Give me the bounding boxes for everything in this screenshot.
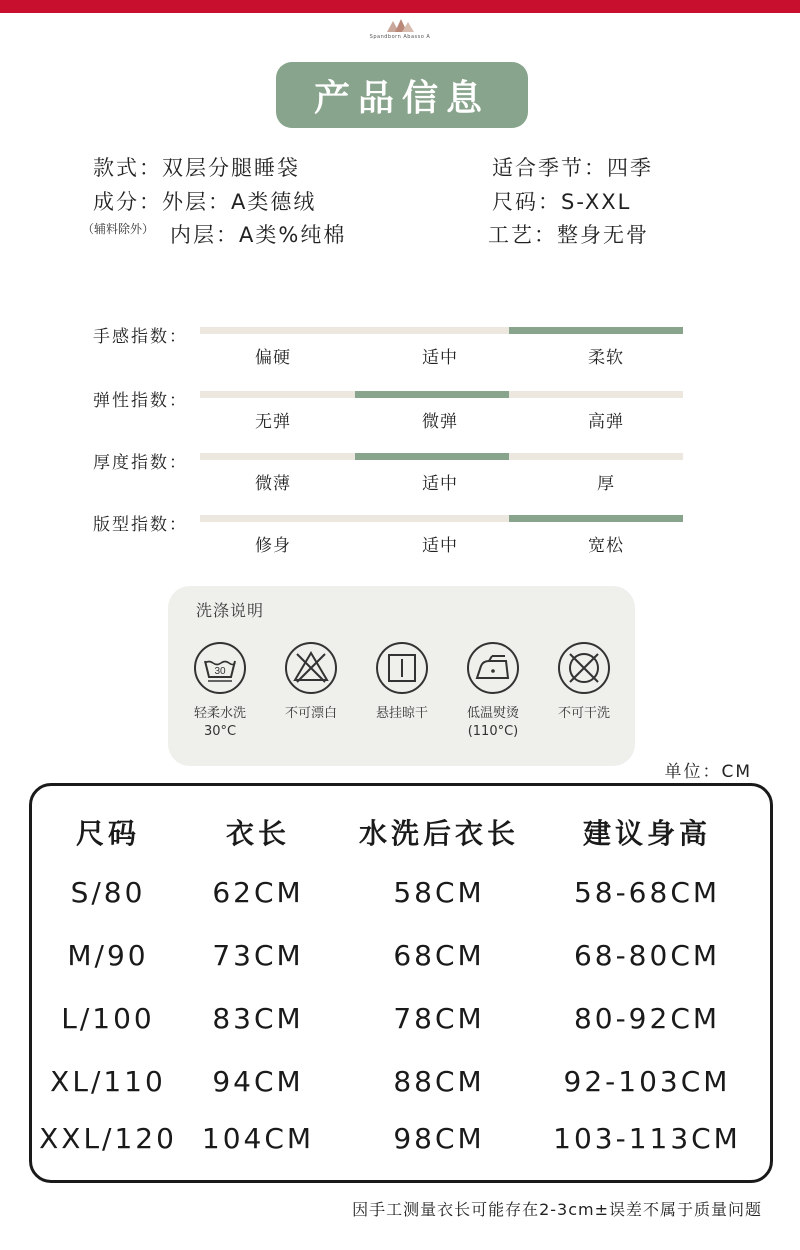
table-cell: XXL/120 (39, 1122, 177, 1155)
page-title-text: 产品信息 (313, 77, 490, 119)
care-instructions-panel (168, 586, 635, 766)
info-composition-note: （辅料除外） (82, 222, 155, 236)
care-sub-wash: 30°C (203, 724, 237, 740)
care-item-hang-dry (362, 640, 442, 723)
table-cell: 73CM (212, 939, 304, 972)
care-label-wash: 轻柔水洗 (193, 706, 246, 721)
page-title (276, 62, 528, 128)
header-length: 衣长 (225, 817, 290, 850)
index-option: 偏硬 (255, 348, 291, 368)
info-inner: 内层：A类%纯棉 (170, 223, 347, 247)
table-cell: S/80 (70, 876, 146, 909)
brand-logo (360, 18, 440, 46)
index-selected-segment (509, 515, 683, 522)
hang-dry-icon (374, 640, 430, 696)
index-selected-segment (355, 391, 509, 398)
index-label: 手感指数： (93, 327, 188, 347)
table-cell: 104CM (201, 1122, 315, 1155)
table-cell: 68-80CM (573, 939, 721, 972)
info-season: 适合季节：四季 (492, 156, 653, 180)
index-track (200, 515, 683, 522)
index-option: 无弹 (255, 412, 291, 432)
info-composition: 成分：外层：A类德绒 (93, 190, 317, 214)
measurement-note: 因手工测量衣长可能存在2-3cm±误差不属于质量问题 (352, 1200, 762, 1219)
index-option: 宽松 (588, 536, 624, 556)
index-track (200, 391, 683, 398)
table-cell: 83CM (212, 1002, 304, 1035)
table-cell: 92-103CM (563, 1065, 731, 1098)
index-option: 适中 (422, 474, 458, 494)
header-height: 建议身高 (582, 817, 711, 850)
index-option: 微薄 (255, 474, 291, 494)
care-sub-low-iron: (110°C) (467, 724, 519, 740)
index-track (200, 327, 683, 334)
info-craft: 工艺：整身无骨 (488, 223, 649, 247)
table-cell: 78CM (393, 1002, 485, 1035)
care-label-hang-dry: 悬挂晾干 (375, 706, 428, 721)
wash-temp-text: 30 (214, 666, 226, 677)
table-cell: 103-113CM (553, 1122, 741, 1155)
index-option: 适中 (422, 536, 458, 556)
table-cell: 58CM (393, 876, 485, 909)
index-label: 版型指数： (93, 515, 188, 535)
index-option: 修身 (255, 536, 291, 556)
index-track (200, 453, 683, 460)
table-cell: M/90 (67, 939, 149, 972)
care-label-low-iron: 低温熨烫 (466, 706, 519, 721)
info-style: 款式：双层分腿睡袋 (93, 156, 300, 180)
table-cell: 80-92CM (573, 1002, 721, 1035)
index-label: 厚度指数： (93, 453, 188, 473)
top-red-bar (0, 0, 800, 13)
care-item-no-dry-clean (544, 640, 624, 723)
table-cell: 94CM (212, 1065, 304, 1098)
wash-30-icon (192, 640, 248, 696)
care-label-no-dry-clean: 不可干洗 (557, 706, 610, 721)
care-label-no-bleach: 不可漂白 (284, 706, 337, 721)
care-item-low-iron (453, 640, 533, 741)
index-label: 弹性指数： (93, 391, 188, 411)
table-cell: XL/110 (50, 1065, 166, 1098)
index-option: 微弹 (422, 412, 458, 432)
index-option: 厚 (597, 474, 615, 494)
table-cell: 58-68CM (573, 876, 721, 909)
table-cell: 68CM (393, 939, 485, 972)
header-size: 尺码 (75, 817, 140, 850)
logo-text: Spandborn Abasso A (369, 34, 431, 40)
mountain-logo-icon (385, 18, 415, 32)
unit-label: 单位：CM (664, 762, 752, 782)
table-cell: 88CM (393, 1065, 485, 1098)
care-item-wash (180, 640, 260, 741)
info-size: 尺码：S-XXL (492, 190, 632, 214)
index-option: 高弹 (588, 412, 624, 432)
care-title: 洗涤说明 (196, 601, 265, 620)
no-bleach-icon (283, 640, 339, 696)
index-option: 柔软 (588, 348, 624, 368)
table-cell: L/100 (61, 1002, 155, 1035)
index-selected-segment (509, 327, 683, 334)
care-item-no-bleach (271, 640, 351, 723)
low-iron-icon (465, 640, 521, 696)
size-table (29, 783, 773, 1183)
header-washed-length: 水洗后衣长 (358, 817, 519, 850)
table-cell: 62CM (212, 876, 304, 909)
index-option: 适中 (422, 348, 458, 368)
table-cell: 98CM (393, 1122, 485, 1155)
index-selected-segment (355, 453, 509, 460)
no-dry-clean-icon (556, 640, 612, 696)
